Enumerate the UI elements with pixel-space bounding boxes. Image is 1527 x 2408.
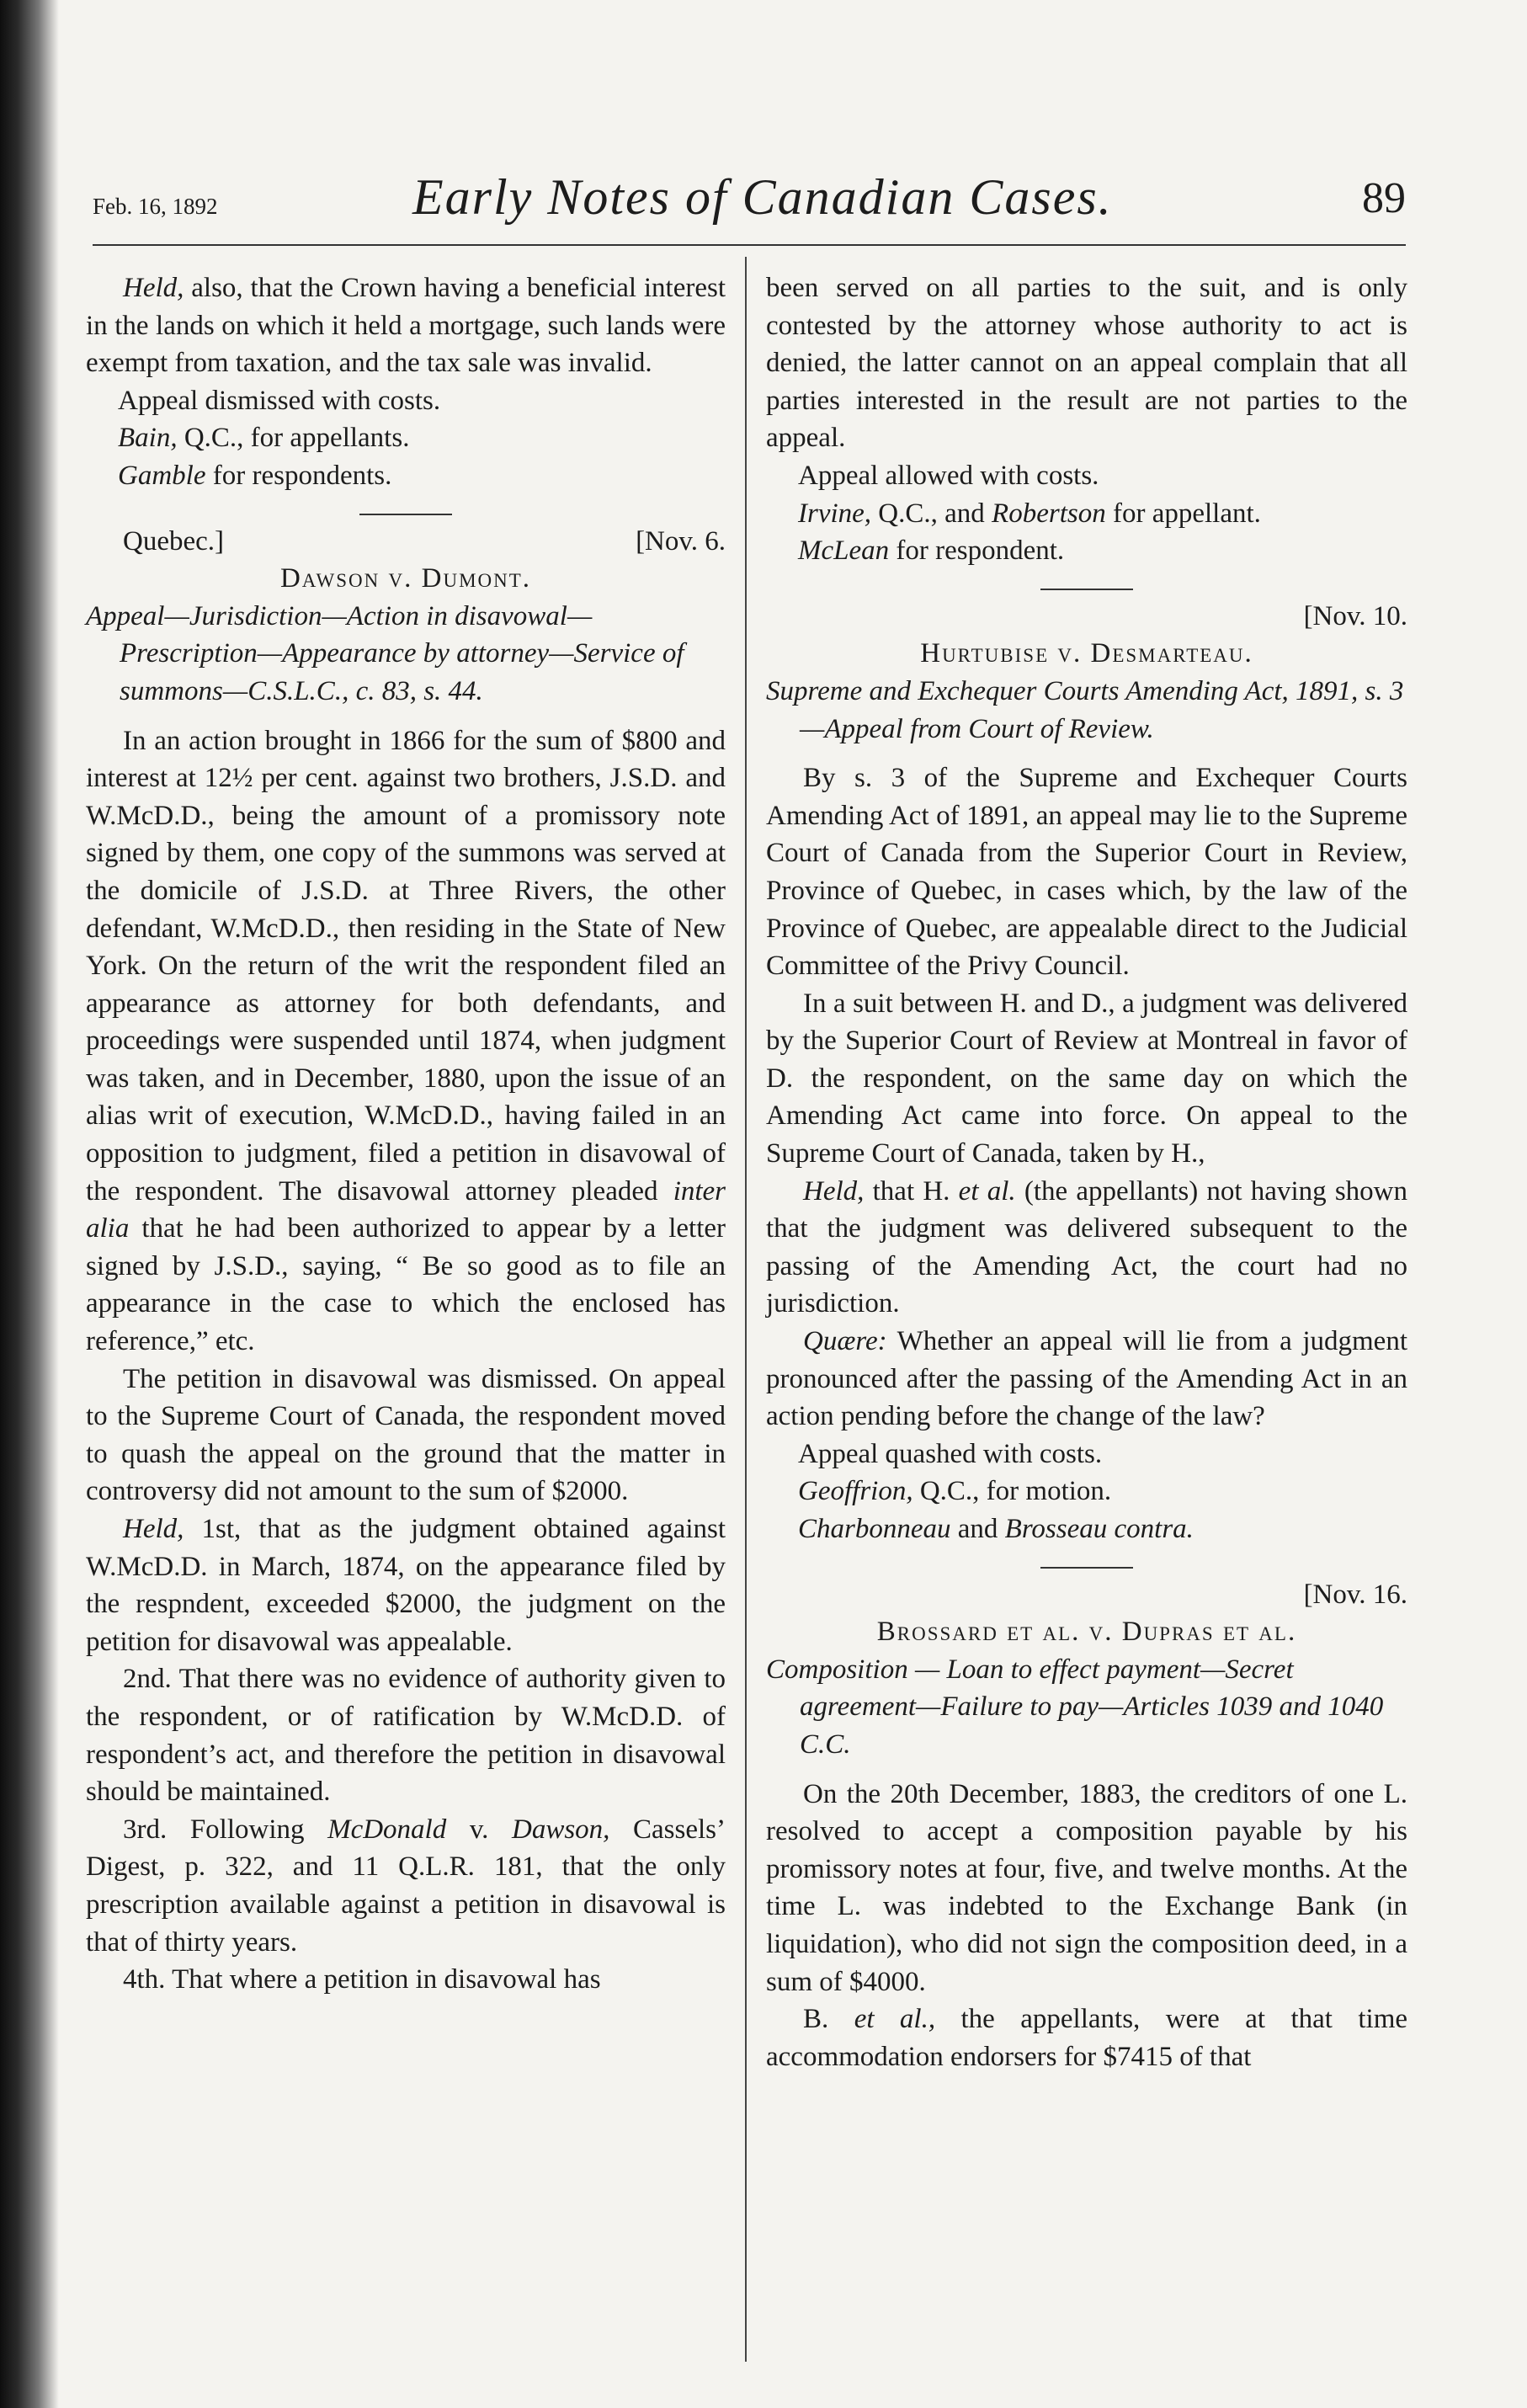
case-headnote: Appeal—Jurisdiction—Action in disavowal—Prescription—Appearance by attorney—Service of summons—C.S.L.C., c. 83, s. 44.: [86, 600, 684, 706]
case-headnote: Composition — Loan to effect payment—Secret agreement—Failure to pay—Articles 1039 and 1040 C.C.: [766, 1654, 1384, 1760]
header-title: Early Notes of Canadian Cases.: [412, 169, 1113, 225]
facts-paragraph: In an action brought in 1866 for the sum of $800 and interest at 12½ per cent. against two brothers, J.S.D. and W.McD.D., being the amount of a promissory note signed by them, one copy of the summons was served at the domicile of J.S.D. at Three Rivers, the other defendant, W.McD.D., then residing in the State of New York. On the return of the writ the respondent filed an appearance as attorney for both defendants, and proceedings were suspended until 1874, when judgment was taken, and in December, 1880, upon the issue of an alias writ of execution, W.McD.D., having failed in an opposition to judgment, filed a petition in disavowal of the respondent. The disavowal attorney pleaded inter alia that he had been authorized to appear by a letter signed by J.S.D., saying, “ Be so good as to file an appearance in the case to which the enclosed has reference,” etc.: [86, 725, 726, 1357]
scan-binding-edge: [0, 0, 59, 2408]
page-number: 89: [1362, 174, 1406, 222]
counsel-line: Charbonneau and Brosseau contra.: [798, 1514, 1194, 1544]
facts-paragraph: On the 20th December, 1883, the creditors of one L. resolved to accept a composition payable by his promissory notes at four, five, and twelve months. At the time L. was indebted to the Exchange Bank (in liquidation), who did not sign the composition deed, in a sum of $4000.: [766, 1778, 1407, 1997]
disposition: Appeal quashed with costs.: [798, 1438, 1103, 1469]
held-fourth: 4th. That where a petition in disavowal has: [123, 1964, 601, 1995]
facts-paragraph: B. et al., the appellants, were at that time accommodation endorsers for $7415 of that: [766, 2004, 1408, 2072]
continued-paragraph: been served on all parties to the suit, and is only contested by the attorney whose authority to act is denied, the latter cannot on an appeal complain that all parties interested in the result are not parties to the appeal.: [766, 273, 1407, 454]
disposition: Appeal allowed with costs.: [798, 460, 1099, 491]
column-divider: [745, 257, 747, 2362]
court-name: Quebec.]: [123, 525, 225, 557]
left-column: [86, 269, 726, 1999]
facts-paragraph: In a suit between H. and D., a judgment was delivered by the Superior Court of Review at Montreal in favor of D. the respondent, on the same day on which the Amending Act came into force. On appeal to the Supreme Court of Canada, taken by H.,: [766, 988, 1407, 1169]
court-date-row: [86, 523, 726, 561]
disposition: Appeal dismissed with costs.: [118, 385, 441, 416]
held-third: 3rd. Following McDonald v. Dawson, Cassels’ Digest, p. 322, and 11 Q.L.R. 181, that the only prescription available against a petition in disavowal is that of thirty years.: [86, 1814, 726, 1958]
case-title: Hurtubise v. Desmarteau.: [920, 638, 1253, 669]
held-paragraph: Held, that H. et al. (the appellants) not having shown that the judgment was delivered subsequent to the passing of the Amending Act, the court had no jurisdiction.: [766, 1175, 1408, 1319]
header-rule: [93, 244, 1406, 246]
case-date: [Nov. 6.: [636, 525, 726, 557]
held-paragraph: Held, also, that the Crown having a beneficial interest in the lands on which it held a mortgage, such lands were exempt from taxation, and the tax sale was invalid.: [86, 273, 726, 379]
procedure-paragraph: The petition in disavowal was dismissed. On appeal to the Supreme Court of Canada, the respondent moved to quash the appeal on the ground that the matter in controversy did not amount to the sum of $2000.: [86, 1363, 726, 1507]
header-date: Feb. 16, 1892: [93, 194, 218, 219]
case-date: [Nov. 10.: [1303, 600, 1407, 631]
case-date: [Nov. 16.: [1303, 1579, 1407, 1610]
case-headnote: Supreme and Exchequer Courts Amending Act, 1891, s. 3—Appeal from Court of Review.: [766, 675, 1404, 744]
statute-paragraph: By s. 3 of the Supreme and Exchequer Courts Amending Act of 1891, an appeal may lie to the Supreme Court of Canada from the Superior Court in Review, Province of Quebec, in cases which, by the law of the Province of Quebec, are appealable direct to the Judicial Committee of the Privy Council.: [766, 763, 1407, 982]
page-header: [59, 168, 1406, 236]
counsel-line: Irvine, Q.C., and Robertson for appellant.: [798, 498, 1261, 529]
counsel-line: McLean for respondent.: [798, 535, 1065, 567]
counsel-line: Gamble for respondents.: [118, 460, 392, 491]
quaere-paragraph: Quære: Whether an appeal will lie from a judgment pronounced after the passing of the Amending Act in an action pending before the change of the law?: [766, 1326, 1407, 1432]
case-title: Brossard et al. v. Dupras et al.: [876, 1617, 1297, 1648]
section-rule: [359, 514, 452, 516]
section-rule: [1040, 589, 1133, 591]
right-column: [766, 269, 1407, 2075]
held-second: 2nd. That there was no evidence of authority given to the respondent, or of ratification by W.McD.D. of respondent’s act, and therefore the petition in disavowal should be maintained.: [86, 1664, 726, 1808]
section-rule: [1040, 1567, 1133, 1569]
counsel-line: Geoffrion, Q.C., for motion.: [798, 1476, 1112, 1507]
counsel-line: Bain, Q.C., for appellants.: [118, 423, 410, 454]
held-first: Held, 1st, that as the judgment obtained against W.McD.D. in March, 1874, on the appearance filed by the respndent, exceeded $2000, the judgment on the petition for disavowal was appealable.: [86, 1514, 726, 1657]
case-title: Dawson v. Dumont.: [279, 563, 532, 594]
